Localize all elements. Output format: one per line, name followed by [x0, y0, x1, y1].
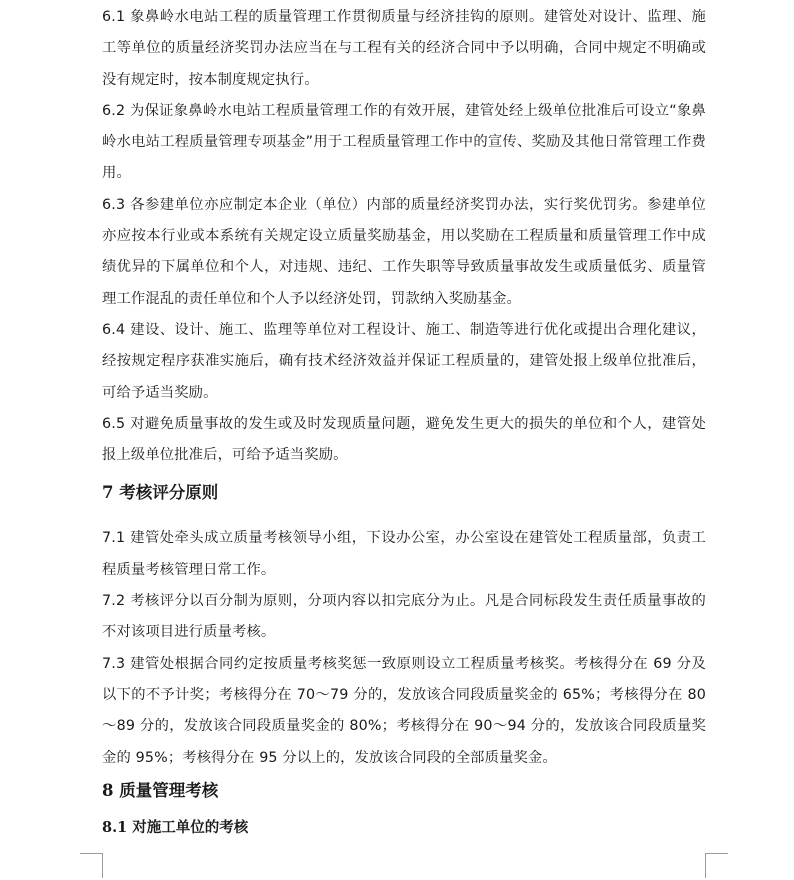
paragraph-7-1: 7.1 建管处牵头成立质量考核领导小组，下设办公室，办公室设在建管处工程质量部，负责工程质量考核管理日常工作。	[102, 530, 706, 578]
section-8-heading: 8 质量管理考核	[102, 780, 219, 800]
page-corner-mark-right	[705, 853, 728, 878]
section-8-1-heading: 8.1 对施工单位的考核	[102, 818, 249, 836]
paragraph-6-3: 6.3 各参建单位亦应制定本企业（单位）内部的质量经济奖罚办法，实行奖优罚劣。参建单位亦应按本行业或本系统有关规定设立质量奖励基金，用以奖励在工程质量和质量管理工作中成绩优异的下属单位和个人，对违规、违纪、工作失职等导致质量事故发生或质量低劣、质量管理工作混乱的责任单位和个人予以经济处罚，罚款纳入奖励基金。	[102, 196, 706, 307]
paragraph-6-2: 6.2 为保证象鼻岭水电站工程质量管理工作的有效开展，建管处经上级单位批准后可设立“象鼻岭水电站工程质量管理专项基金”用于工程质量管理工作中的宣传、奖励及其他日常管理工作费用。	[102, 102, 706, 182]
section-7-heading: 7 考核评分原则	[102, 483, 219, 503]
paragraph-6-4: 6.4 建设、设计、施工、监理等单位对工程设计、施工、制造等进行优化或提出合理化建议，经按规定程序获准实施后，确有技术经济效益并保证工程质量的，建管处报上级单位批准后，可给予适当奖励。	[102, 321, 706, 401]
paragraph-6-5: 6.5 对避免质量事故的发生或及时发现质量问题，避免发生更大的损失的单位和个人，建管处报上级单位批准后，可给予适当奖励。	[102, 415, 706, 464]
paragraph-6-1: 6.1 象鼻岭水电站工程的质量管理工作贯彻质量与经济挂钩的原则。建管处对设计、监理、施工等单位的质量经济奖罚办法应当在与工程有关的经济合同中予以明确，合同中规定不明确或没有规定时，按本制度规定执行。	[102, 9, 706, 88]
document-body	[102, 2, 706, 838]
paragraph-7-2: 7.2 考核评分以百分制为原则，分项内容以扣完底分为止。凡是合同标段发生责任质量事故的不对该项目进行质量考核。	[102, 593, 706, 641]
paragraph-7-3: 7.3 建管处根据合同约定按质量考核奖惩一致原则设立工程质量考核奖。考核得分在 69 分及以下的不予计奖；考核得分在 70～79 分的，发放该合同段质量奖金的 65%；考核得分在 80～89 分的，发放该合同段质量奖金的 80%；考核得分在 90～94 分的，发放该合同段质量奖金的 95%；考核得分在 95 分以上的，发放该合同段的全部质量奖金。	[102, 655, 706, 766]
page-corner-mark-left	[80, 853, 103, 878]
